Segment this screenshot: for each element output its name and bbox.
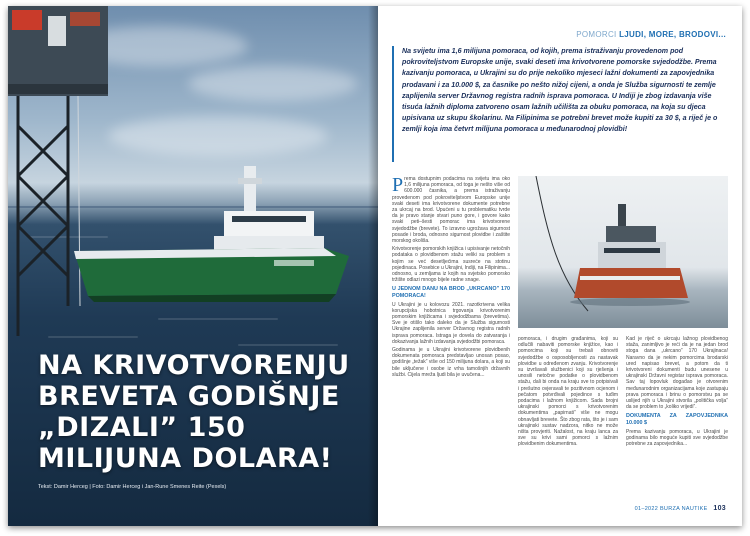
article-column-3 <box>626 336 728 506</box>
col1-paragraph-4: Godinama je u Ukrajini krivotvorene plovidbenih dokumenata pomoraca predstavljao unosan posao, godišnje „težak” više od 150 milijuna dolara, a koji su bile uključene i osobe iz vrha tamošnjih državnih službi. Cijela mreža ljudi bila je uvučena... <box>392 347 510 378</box>
col1-paragraph-2: Krivotvorenje pomorskih knjižica i upisivanje netočnih podataka o plovidbenom stažu veliki su problem s kojim se već desetljećima susreće na stotinu pojedinaca. Posebice u Ukrajini, Indiji, na Filipinima... odnosno, u zemljama iz kojih na svjetsko pomorsko tržište odlazi mnogo bijele radne snage. <box>392 246 510 284</box>
headline-line-3: „DIZALI” 150 <box>38 412 246 443</box>
col2-paragraph-1: pomoraca, i drugim građanima, koji su odlučili nabaviti pomorske knjižice, kao i pomorcima koji su trebali obnoviti svjedodžbe o osposobljenosti za nastavak plovidbe u određenom zvanju. Krivotvorenje su izvršavali službenici koji su rješenja i unosili netočne podatke o plovidbenom stažu, dali bi onda na kraju sve to potpisivali i prešutno ovjeravali te pozitivnom ocjenom i pečatom potvrđivali pojedince s tuđim podacima i lažnom knjižicom. Sada brojni ukrajinski pomorci s krivotvorenim dokumentima „papirnati” više ne mogu obnavljati brevete. Što zbog rata, što je i sam ukrajinski sustav nadzora, nitko ne može ništa provjeriti. Nažalost, na kraju lanca za sve su krivi sami pomorci s lažnim plovidbenim dokumentima. <box>518 336 618 448</box>
headline-line-4: MILIJUNA DOLARA! <box>38 443 333 474</box>
article-column-2 <box>518 336 618 511</box>
headline-line-1: NA KRIVOTVORENJU <box>38 350 350 381</box>
col1-paragraph-3: U Ukrajini je u kolovozu 2021. razotkrivena velika korupcijska hobotnica trgovanja krivotvorenim pomorskim knjižicama i svjedodžbama (brevetima). Sve je otišlo tako daleko da je Služba sigurnosti Ukrajine zaplijenila server Državnog registra radnih isprava pomoraca. Istraga je dovela do zatvaranja i dokazivanja lažnih izdavanja svjedodžbi pomoraca. <box>392 301 510 345</box>
intro-text: Na svijetu ima 1,6 milijuna pomoraca, od kojih, prema istraživanju provedenom pod pokroviteljstvom Europske unije, svaki deseti ima krivotvorene pomorske svjedodžbe. Prema kazivanju pomoraca, u Ukrajini su do prije nekoliko mjeseci lažni dokumenti za zapovjednika prodavani i za 10.000 $, za časnike po nešto nižoj cijeni, a onda je Služba sigurnosti te zemlje zaplijenila server Državnog registra radnih isprava pomoraca. U Indiji je zbog izdavanja više tisuća lažnih diploma zatvoreno osam lažnih učilišta za obuku pomoraca, na koja su djeca upisivana uz skupu školarinu. Na Filipinima se potrebni brevet može kupiti za 30 $, a riječ je o zemlji koja ima četvrt milijuna pomoraca u međunarodnoj plovidbi! <box>402 47 718 134</box>
footer-magazine: BURZA NAUTIKE <box>659 506 708 512</box>
col3-subheading: DOKUMENTA ZA ZAPOVJEDNIKA 10.000 $ <box>626 413 728 427</box>
article-column-1 <box>392 176 510 511</box>
supply-ship-illustration <box>74 156 354 316</box>
headline <box>38 350 358 474</box>
col3-paragraph-1: Kad je riječ o ukrcaju lažnog plovidbenog staža, zanimljivo je reći da je na jedan brod stoga dana „ukrcano” 170 Ukrajinaca! Naravno da je nekim pomorcima brodarski ured napisao brevet, a potom da ti krivotvoreni dokumenti budu unesene u ukrajinski Državni registar isprava pomoraca. Sav taj lopovluk događao je otvorenim međunarodnim organizacijama koje zastupaju prava pomoraca i brinu o pomorstvu pa se uslijed njih u Ukrajini stvorila „politička volja” da se problem to „koliko vrijedi”. <box>626 336 728 411</box>
intro-block <box>392 46 730 162</box>
col1-paragraph-1: rema dostupnim podacima na svijetu ima oko 1,6 milijuna pomoraca, od toga je nešto više od 600.000 časnika, a prema istraživanju provedenom pod pokroviteljstvom Europske unije svaki deseti ima krivotvorene dokumente potrebne za ukrcaj na brod. Upućeni u tu problematiku tvrde da je pravo stanje stvari puno gore, i govore kako svaki peti–šesti pomorac ima krivotvorene svjedodžbe (brevete). To izravno ugrožava sigurnost posade i broda, odnosno sigurnost plovidbe i zaštite morskog okoliša. <box>392 176 510 245</box>
photo-credit: Tekst: Damir Herceg | Foto: Damir Herceg i Jan-Rune Smenes Reite (Pexels) <box>38 484 227 490</box>
section-header <box>576 30 726 39</box>
col3-paragraph-2: Prema kazivanju pomoraca, u Ukrajini je godinama bilo moguće kupiti sve svjedodžbe potrebne za zapovjednika... <box>626 428 728 448</box>
page-number: 103 <box>713 505 726 512</box>
section-prefix: POMORCI <box>576 30 617 39</box>
section-title: LJUDI, MORE, BRODOVI... <box>619 30 726 39</box>
drop-cap: P <box>392 174 404 196</box>
right-page <box>378 6 742 526</box>
page-footer <box>635 505 726 512</box>
magazine-spread <box>8 6 742 526</box>
col1-subheading: U JEDNOM DANU NA BROD „UKRCANO” 170 POMORACA! <box>392 286 510 300</box>
left-page-photo <box>8 6 378 526</box>
ship-stern-photo <box>518 176 728 328</box>
headline-line-2: BREVETA GODIŠNJE <box>38 381 340 412</box>
footer-issue: 01–2022 <box>634 506 659 512</box>
